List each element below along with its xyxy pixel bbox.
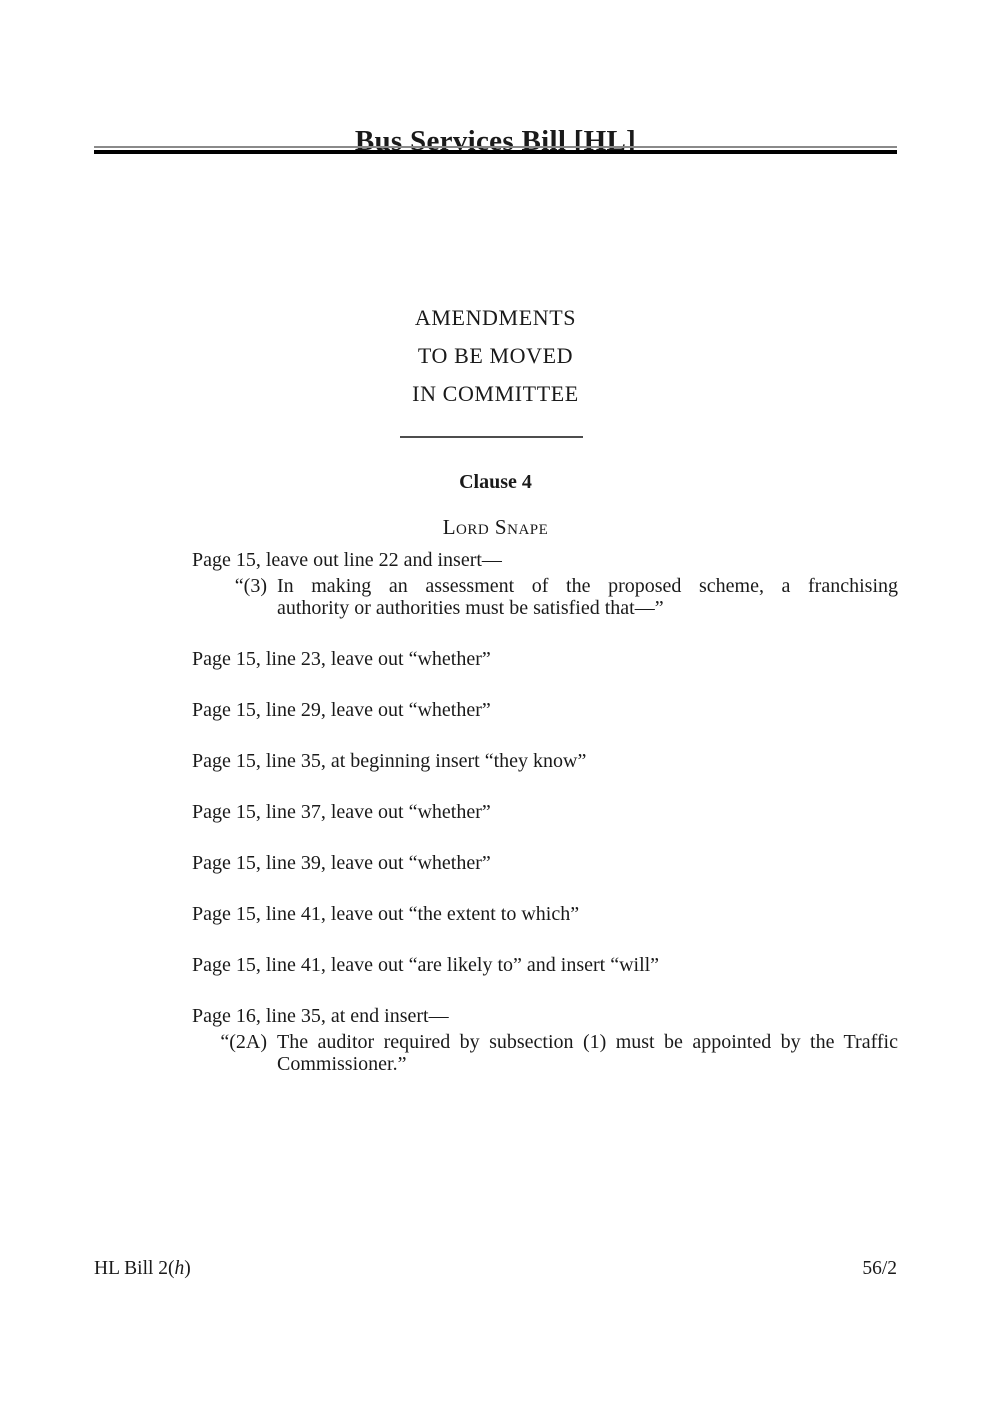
- amendments-list: [192, 549, 898, 1104]
- amendment-instruction: Page 15, line 23, leave out “whether”: [192, 648, 491, 670]
- amendment-entry: [192, 852, 898, 874]
- inserted-text-block: [234, 575, 898, 619]
- bill-reference-italic: h: [174, 1258, 185, 1279]
- amendment-instruction: Page 15, leave out line 22 and insert—: [192, 549, 502, 571]
- heading-line: TO BE MOVED: [417, 343, 574, 368]
- insert-label: “(2A): [220, 1031, 267, 1053]
- amendment-instruction: Page 15, line 29, leave out “whether”: [192, 699, 491, 721]
- amendment-entry: [192, 903, 898, 925]
- amendment-instruction: Page 15, line 41, leave out “the extent to which”: [192, 903, 580, 925]
- amendment-instruction: Page 16, line 35, at end insert—: [192, 1005, 449, 1027]
- amendment-entry: [192, 954, 898, 976]
- bill-title: Bus Services Bill [HL]: [354, 125, 637, 158]
- amendment-entry: [192, 801, 898, 823]
- amendment-instruction: Page 15, line 35, at beginning insert “they know”: [192, 750, 587, 772]
- clause-heading: Clause 4: [459, 471, 532, 493]
- title-rule: [94, 146, 897, 154]
- amendment-instruction: Page 15, line 39, leave out “whether”: [192, 852, 491, 874]
- mover-name: Lord Snape: [442, 515, 549, 539]
- amendment-entry: [192, 1005, 898, 1075]
- insert-label: “(3): [234, 575, 267, 597]
- bill-reference-text: HL Bill 2(: [94, 1258, 175, 1279]
- heading-line: IN COMMITTEE: [412, 381, 579, 406]
- insert-line: Commissioner.”: [277, 1053, 407, 1075]
- amendments-heading: [0, 299, 991, 413]
- insert-line: The auditor required by subsection (1) must be appointed by the Traffic: [277, 1031, 898, 1053]
- amendment-instruction: Page 15, line 37, leave out “whether”: [192, 801, 491, 823]
- bill-reference: [94, 1258, 191, 1280]
- amendment-entry: [192, 699, 898, 721]
- inserted-text-block: [220, 1031, 898, 1075]
- amendment-entry: [192, 549, 898, 619]
- bill-reference-text: ): [184, 1258, 191, 1279]
- heading-line: AMENDMENTS: [414, 305, 577, 330]
- insert-line: In making an assessment of the proposed scheme, a franchising: [277, 575, 898, 597]
- insert-line: authority or authorities must be satisfied that—”: [277, 597, 664, 619]
- section-divider: [400, 436, 583, 438]
- amendment-entry: [192, 750, 898, 772]
- sheet-number: 56/2: [862, 1258, 897, 1279]
- amendment-instruction: Page 15, line 41, leave out “are likely to” and insert “will”: [192, 954, 660, 976]
- page-footer: [94, 1258, 897, 1280]
- amendment-entry: [192, 648, 898, 670]
